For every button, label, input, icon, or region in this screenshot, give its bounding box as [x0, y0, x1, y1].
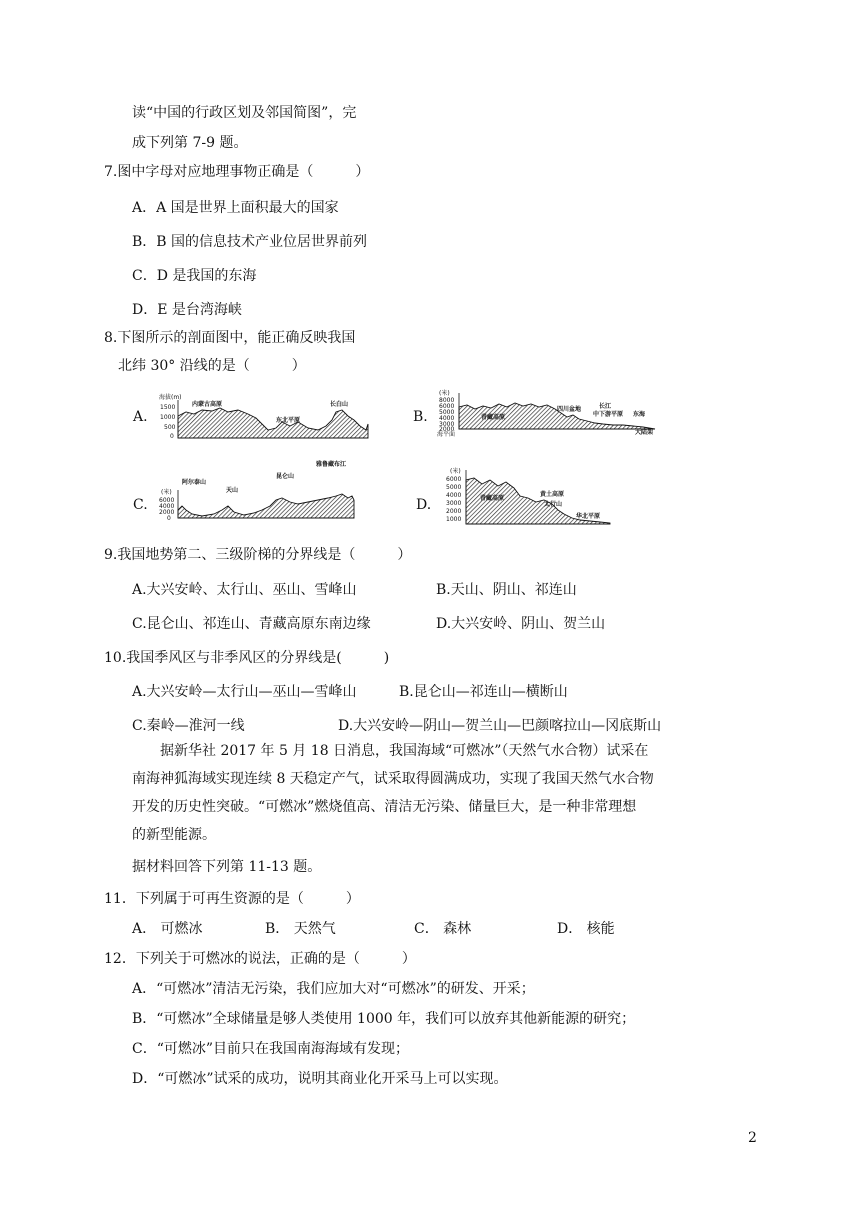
profile-d-tick: 2000 [446, 508, 462, 515]
question-7-option-b: B．B 国的信息技术产业位居世界前列 [132, 234, 368, 250]
profile-d-tick: 1000 [446, 516, 462, 523]
profile-b-label-qinghai-tibet: 青藏高原 [481, 414, 506, 421]
passage-line-2: 南海神狐海域实现连续 8 天稳定产气，试采取得圆满成功，实现了我国天然气水合物 [132, 771, 654, 787]
profile-d-tick: 4000 [446, 492, 462, 499]
profile-b-tick: 4000 [439, 415, 455, 422]
intro-line-2: 成下列第 7-9 题。 [132, 135, 248, 151]
profile-b-tick: 5000 [439, 409, 455, 416]
question-7-option-a: A．A 国是世界上面积最大的国家 [132, 200, 339, 216]
passage-line-3: 开发的历史性突破。“可燃冰”燃烧值高、清洁无污染、储量巨大，是一种非常理想 [132, 799, 637, 815]
question-12-option-d: D．“可燃冰”试采的成功，说明其商业化开采马上可以实现。 [132, 1071, 508, 1087]
question-7-option-d: D．E 是台湾海峡 [132, 302, 242, 318]
profile-a-letter: A. [133, 409, 148, 425]
page-number: 2 [748, 1130, 757, 1146]
profile-c-tick: 2000 [159, 509, 175, 516]
question-11-option-d: D． 核能 [557, 921, 615, 937]
question-10-option-c: C.秦岭—淮河一线 [132, 718, 245, 734]
profile-c-tick: 6000 [159, 497, 175, 504]
profile-b-tick: 8000 [439, 397, 455, 404]
profile-d-label-taihang: 太行山 [544, 501, 563, 508]
profile-d-label-loess: 黄土高原 [540, 491, 565, 498]
profile-a-label-inner-mongolia: 内蒙古高原 [192, 401, 223, 408]
profile-a-label-northeast-plain: 东北平原 [276, 417, 301, 424]
profile-d-tick: 6000 [446, 476, 462, 483]
profile-c-label-tianshan: 天山 [226, 487, 239, 494]
profile-a-figure [158, 392, 372, 442]
profile-b-figure [437, 389, 659, 437]
question-10-option-a: A.大兴安岭—太行山—巫山—雪峰山 [132, 684, 357, 700]
profile-b-yaxis-title: (米) [439, 390, 450, 397]
profile-a-tick: 1500 [160, 404, 176, 411]
profile-d-tick: 5000 [446, 484, 462, 491]
question-8-stem-line-2: 北纬 30° 沿线的是（ ） [118, 358, 306, 374]
question-10-stem: 10.我国季风区与非季风区的分界线是( ) [104, 650, 390, 666]
profile-d-letter: D. [416, 497, 432, 513]
profile-c-tick: 4000 [159, 503, 175, 510]
profile-b-tick: 2000 [439, 426, 455, 433]
profile-c-yaxis-title: (米) [161, 489, 172, 496]
profile-d-tick: 3000 [446, 500, 462, 507]
profile-b-label-sichuan-basin: 四川盆地 [557, 406, 582, 413]
profile-c-label-altai: 阿尔泰山 [182, 479, 207, 486]
profile-d-figure [444, 466, 614, 526]
passage-line-4: 的新型能源。 [132, 827, 216, 843]
question-12-option-a: A．“可燃冰”清洁无污染，我们应加大对“可燃冰”的研发、开采； [132, 981, 535, 997]
profile-b-label-mid-lower-plain: 中下游平原 [593, 411, 624, 418]
profile-b-label-continental-shelf: 大陆架 [635, 429, 654, 436]
passage-line-1: 据新华社 2017 年 5 月 18 日消息，我国海域“可燃冰”（天然气水合物）试采在 [160, 743, 649, 759]
passage-lead: 据材料回答下列第 11-13 题。 [132, 859, 322, 875]
question-9-option-a: A.大兴安岭、太行山、巫山、雪峰山 [132, 582, 357, 598]
question-9-option-d: D.大兴安岭、阴山、贺兰山 [436, 616, 606, 632]
profile-b-tick: 6000 [439, 403, 455, 410]
question-9-option-c: C.昆仑山、祁连山、青藏高原东南边缘 [132, 616, 371, 632]
profile-a-tick: 500 [164, 424, 176, 431]
profile-c-figure [158, 458, 358, 522]
profile-a-yaxis-title: 海拔(m) [159, 394, 182, 401]
profile-b-letter: B. [413, 409, 428, 425]
profile-b-tick: 3000 [439, 421, 455, 428]
profile-c-label-kunlun: 昆仑山 [276, 473, 295, 480]
profile-a-label-changbai: 长白山 [330, 401, 349, 408]
question-11-option-a: A． 可燃冰 [132, 921, 203, 937]
question-7-stem: 7.图中字母对应地理事物正确是（ ） [104, 164, 370, 180]
profile-a-tick: 0 [170, 433, 174, 440]
question-11-option-c: C． 森林 [414, 921, 472, 937]
profile-c-label-yarlung: 雅鲁藏布江 [316, 461, 347, 468]
profile-a-tick: 1000 [160, 414, 176, 421]
profile-b-label-yangtze: 长江 [599, 403, 612, 410]
question-9-option-b: B.天山、阴山、祁连山 [436, 582, 577, 598]
question-9-stem: 9.我国地势第二、三级阶梯的分界线是（ ） [104, 547, 412, 563]
profile-d-yaxis-title: (米) [450, 468, 461, 475]
question-11-option-b: B． 天然气 [265, 921, 336, 937]
intro-line-1: 读“中国的行政区划及邻国简图”，完 [132, 105, 357, 121]
question-10-option-b: B.昆仑山—祁连山—横断山 [399, 684, 568, 700]
question-7-option-c: C．D 是我国的东海 [132, 268, 257, 284]
profile-d-label-qinghai-tibet: 青藏高原 [480, 495, 505, 502]
profile-d-label-north-china-plain: 华北平原 [576, 513, 601, 520]
profile-b-baseline-label: 海平面 [437, 431, 456, 437]
question-12-option-c: C．“可燃冰”目前只在我国南海海域有发现； [132, 1041, 410, 1057]
question-10-option-d: D.大兴安岭—阴山—贺兰山—巴颜喀拉山—冈底斯山 [338, 718, 662, 734]
question-8-stem-line-1: 8.下图所示的剖面图中，能正确反映我国 [104, 330, 356, 346]
question-12-option-b: B．“可燃冰”全球储量是够人类使用 1000 年，我们可以放弃其他新能源的研究； [132, 1011, 636, 1027]
profile-c-letter: C. [133, 497, 148, 513]
question-11-stem: 11．下列属于可再生资源的是（ ） [104, 891, 360, 907]
profile-c-tick: 0 [167, 515, 171, 522]
question-12-stem: 12．下列关于可燃冰的说法，正确的是（ ） [104, 951, 416, 967]
profile-b-label-east-sea: 东海 [633, 411, 646, 418]
